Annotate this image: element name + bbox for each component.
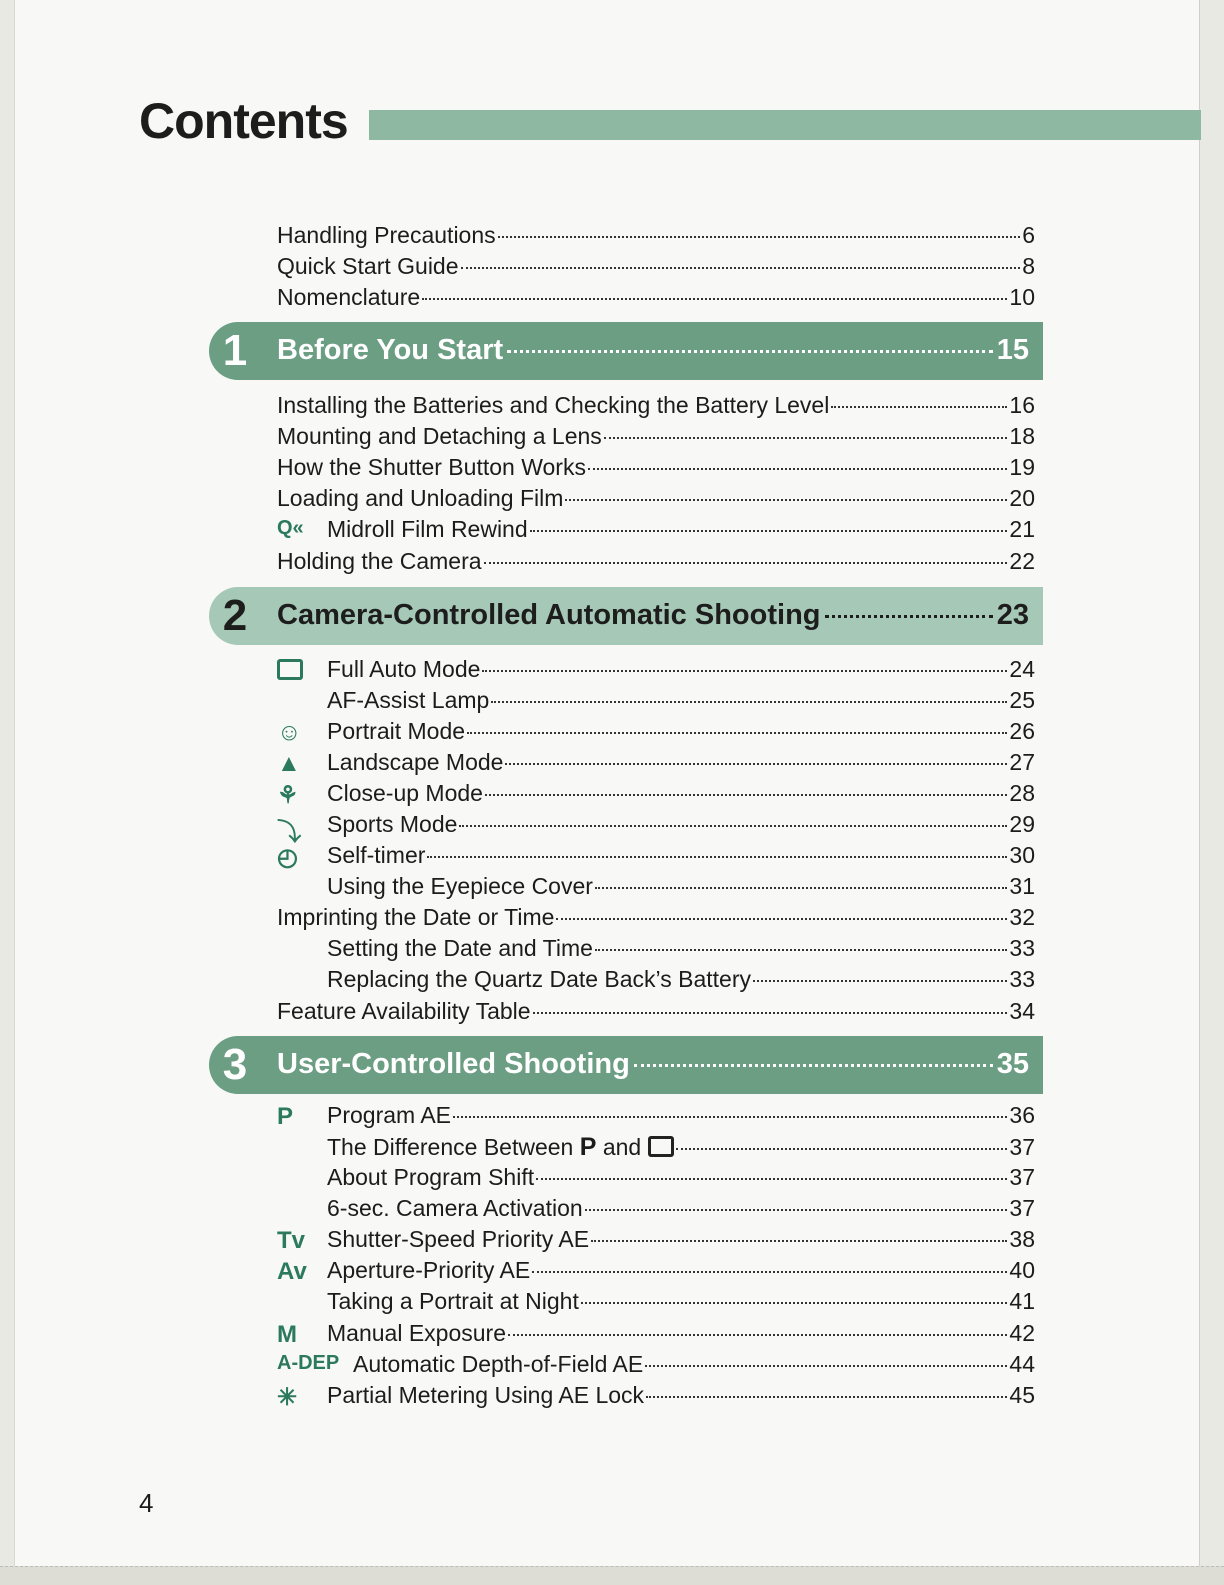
full-auto-icon bbox=[277, 657, 317, 685]
toc-entry[interactable]: Full Auto Mode 24 bbox=[327, 656, 1035, 687]
section-title: Camera-Controlled Automatic Shooting bbox=[277, 599, 821, 631]
section-title: User-Controlled Shooting bbox=[277, 1048, 630, 1080]
toc-entry[interactable]: How the Shutter Button Works 19 bbox=[277, 454, 1035, 480]
toc-entry[interactable]: Feature Availability Table 34 bbox=[277, 998, 1035, 1024]
toc-entry[interactable]: Quick Start Guide 8 bbox=[277, 253, 1035, 279]
toc-entry[interactable]: ⤵ Sports Mode 29 bbox=[277, 811, 1035, 846]
title-accent-bar bbox=[369, 110, 1201, 140]
section-page: 35 bbox=[996, 1048, 1029, 1080]
toc-entry[interactable]: ⚘ Close-up Mode 28 bbox=[277, 780, 1035, 809]
toc-entry[interactable]: ✳ Partial Metering Using AE Lock 45 bbox=[277, 1382, 1035, 1411]
toc-entry[interactable]: 6-sec. Camera Activation 37 bbox=[327, 1195, 1035, 1221]
section-number: 1 bbox=[222, 326, 248, 375]
toc-entry[interactable]: Loading and Unloading Film 20 bbox=[277, 485, 1035, 511]
toc-entry[interactable]: Setting the Date and Time 33 bbox=[327, 935, 1035, 961]
self-timer-icon: ◴ bbox=[277, 844, 298, 871]
toc-entry[interactable]: M Manual Exposure 42 bbox=[277, 1320, 1035, 1348]
toc-entry[interactable]: Handling Precautions 6 bbox=[277, 222, 1035, 248]
section-title: Before You Start bbox=[277, 334, 504, 366]
toc-entry[interactable]: ▲ Landscape Mode 27 bbox=[277, 749, 1035, 777]
manual-icon: M bbox=[277, 1321, 297, 1348]
toc-entry[interactable]: AF-Assist Lamp 25 bbox=[327, 687, 1035, 713]
section-heading-2[interactable] bbox=[197, 587, 1043, 645]
toc-entry[interactable]: Replacing the Quartz Date Back’s Battery 33 bbox=[327, 966, 1035, 992]
portrait-icon: ☺ bbox=[277, 719, 302, 746]
page-bottom-edge bbox=[0, 1566, 1224, 1585]
toc-entry[interactable]: Imprinting the Date or Time 32 bbox=[277, 904, 1035, 930]
toc-entry[interactable]: About Program Shift 37 bbox=[327, 1164, 1035, 1190]
program-icon: P bbox=[579, 1133, 597, 1161]
flower-icon: ⚘ bbox=[277, 782, 299, 809]
full-auto-icon bbox=[648, 1136, 674, 1157]
section-number: 3 bbox=[222, 1040, 248, 1089]
section-page: 23 bbox=[996, 599, 1029, 631]
page-title: Contents bbox=[139, 93, 348, 149]
tv-icon: Tv bbox=[277, 1227, 306, 1254]
section-page: 15 bbox=[996, 334, 1029, 366]
landscape-icon: ▲ bbox=[277, 750, 301, 777]
toc-entry[interactable]: Using the Eyepiece Cover 31 bbox=[327, 873, 1035, 899]
section-heading-1[interactable] bbox=[197, 322, 1043, 380]
sports-icon: ⤵ bbox=[277, 819, 301, 846]
toc-entry[interactable]: A-DEP Automatic Depth-of-Field AE 44 bbox=[277, 1351, 1035, 1377]
manual-page bbox=[14, 0, 1200, 1568]
toc-entry[interactable]: P Program AE 36 bbox=[277, 1102, 1035, 1130]
toc-entry[interactable]: ◴ Self-timer 30 bbox=[277, 842, 1035, 871]
ae-lock-icon: ✳ bbox=[277, 1384, 298, 1411]
program-icon: P bbox=[277, 1103, 294, 1130]
section-number: 2 bbox=[222, 591, 248, 640]
toc-entry[interactable]: Mounting and Detaching a Lens 18 bbox=[277, 423, 1035, 449]
toc-entry[interactable]: Q« Midroll Film Rewind 21 bbox=[277, 516, 1035, 542]
av-icon: Av bbox=[277, 1258, 307, 1285]
toc-entry[interactable]: ☺ Portrait Mode 26 bbox=[277, 718, 1035, 746]
toc-entry[interactable]: Nomenclature 10 bbox=[277, 284, 1035, 310]
toc-entry[interactable]: Av Aperture-Priority AE 40 bbox=[277, 1257, 1035, 1285]
adep-icon: A-DEP bbox=[277, 1352, 340, 1374]
toc-entry[interactable]: Holding the Camera 22 bbox=[277, 548, 1035, 574]
section-heading-3[interactable] bbox=[197, 1036, 1043, 1094]
page-number: 4 bbox=[139, 1488, 154, 1518]
toc-entry[interactable]: Installing the Batteries and Checking the Battery Level 16 bbox=[277, 392, 1035, 418]
midroll-rewind-icon: Q« bbox=[277, 517, 304, 539]
toc-entry[interactable]: The Difference Between P and 37 bbox=[327, 1133, 1035, 1161]
toc-entry[interactable]: Tv Shutter-Speed Priority AE 38 bbox=[277, 1226, 1035, 1254]
toc-entry[interactable]: Taking a Portrait at Night 41 bbox=[327, 1288, 1035, 1314]
